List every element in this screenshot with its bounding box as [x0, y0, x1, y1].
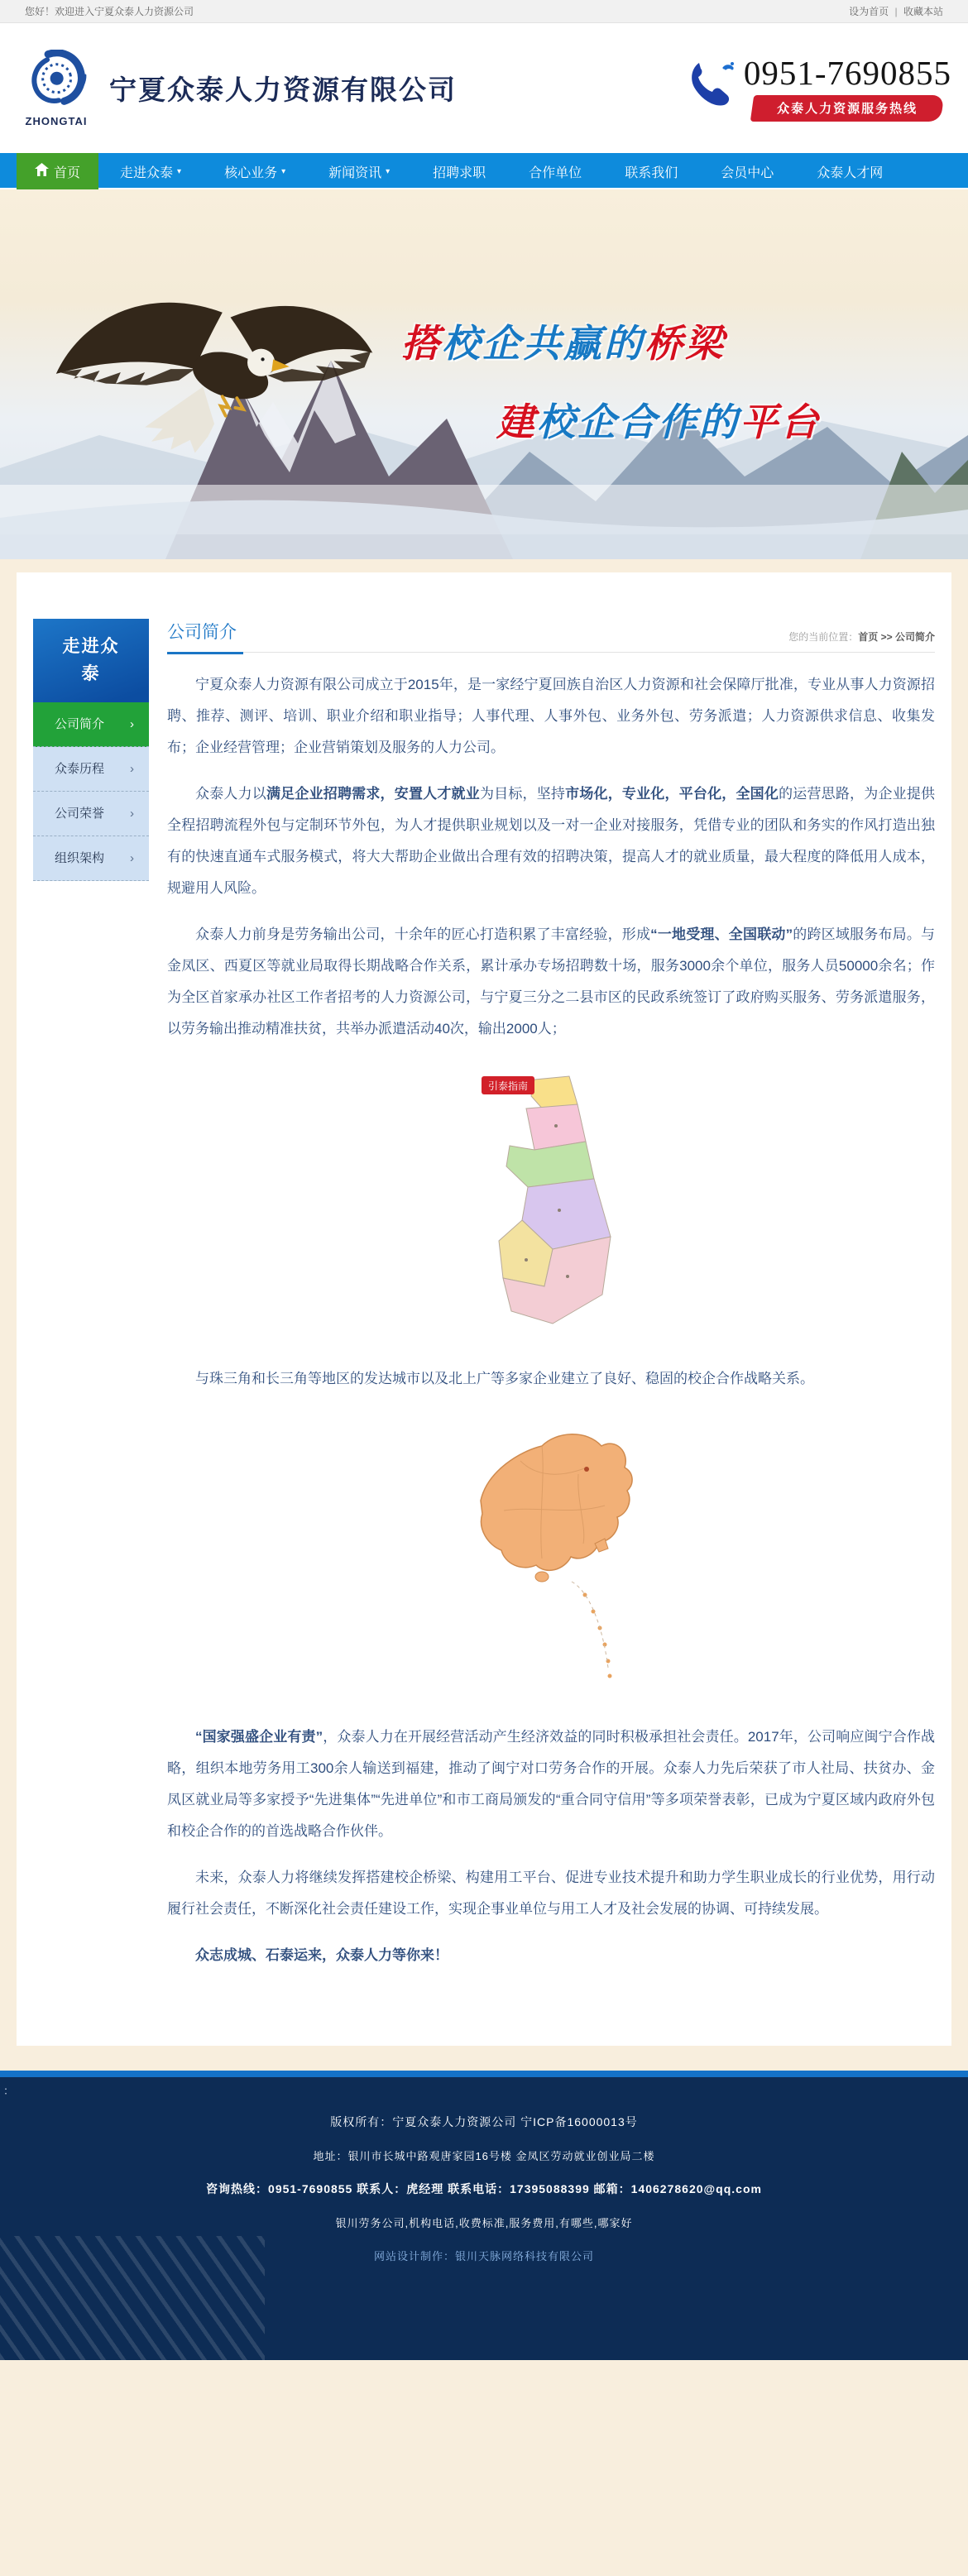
nav-item-member-center[interactable] [699, 153, 795, 189]
nav-item-label: 走进众泰 [120, 165, 174, 180]
chevron-right-icon: › [130, 851, 134, 866]
ningxia-map-badge-text: 引泰指南 [487, 1080, 529, 1092]
sidebar-item-label: 众泰历程 [55, 762, 105, 777]
sidebar-item-label: 公司简介 [55, 717, 105, 732]
top-bar [0, 0, 968, 23]
chevron-down-icon: ▾ [281, 166, 286, 176]
footer-contact: 咨询热线：0951-7690855 联系人：虎经理 联系电话：17395088399 邮箱：1406278620@qq.com [206, 2182, 762, 2195]
footer-design-link[interactable]: 网站设计制作：银川天脉网络科技有限公司 [373, 2250, 594, 2262]
sidebar [33, 619, 149, 1986]
text-segment-bold: 满足企业招聘需求，安置人才就业 [266, 786, 480, 802]
set-home-link[interactable]: 设为首页 [849, 6, 889, 17]
nav-item-core-business[interactable] [203, 153, 307, 189]
footer-copyright: 版权所有：宁夏众泰人力资源公司 宁ICP备16000013号 [330, 2115, 638, 2128]
banner-slogan-line1 [401, 314, 726, 368]
nav-item-partners[interactable] [507, 153, 603, 189]
slogan-text: 搭 [401, 322, 442, 365]
nav-item-label: 众泰人才网 [817, 165, 884, 180]
nav-item-label: 联系我们 [625, 165, 678, 180]
site-header [0, 23, 968, 153]
paragraph-responsibility [167, 1721, 935, 1847]
main-content [149, 619, 935, 1986]
logo [17, 50, 96, 127]
banner-slogan-line2 [496, 392, 821, 447]
footer-address: 地址：银川市长城中路观唐家园16号楼 金凤区劳动就业创业局二楼 [313, 2150, 655, 2162]
breadcrumb-separator: >> [878, 631, 895, 643]
text-segment: 众泰人力前身是劳务输出公司，十余年的匠心打造积累了丰富经验，形成 [195, 926, 651, 942]
china-map-image [462, 1420, 640, 1693]
pre-footer-gap [0, 2046, 968, 2071]
favorite-link[interactable]: 收藏本站 [903, 6, 943, 17]
nav-item-label: 首页 [54, 165, 81, 180]
breadcrumb [788, 630, 935, 644]
sidebar-item-company-profile[interactable] [33, 702, 149, 747]
chevron-down-icon: ▾ [386, 166, 391, 176]
nav-item-about[interactable] [98, 153, 203, 189]
hero-banner [0, 189, 968, 559]
text-segment-bold: “一地受理、全国联动” [650, 926, 793, 942]
paragraph-services [167, 778, 935, 904]
slogan-text: 校企共赢的 [442, 322, 645, 365]
paragraph-closing: 众志成城、石泰运来，众泰人力等你来！ [195, 1947, 448, 1963]
nav-item-contact[interactable] [603, 153, 699, 189]
ningxia-map-image [477, 1070, 625, 1334]
text-segment-bold: 市场化，专业化，平台化，全国化 [565, 786, 779, 802]
nav-item-label: 会员中心 [721, 165, 774, 180]
site-footer [0, 2077, 968, 2360]
nav-item-talent-site[interactable] [795, 153, 904, 189]
text-segment: 的跨区域服务布局。与金凤区、西夏区等就业局取得长期战略合作关系，累计承办专场招聘数十场，服务3000余个单位，服务人员50000余名；作为全区首家承办社区工作者招考的人力资源公司，与宁夏三分之二县市区的民政系统签订了政府购买服务、劳务派遣服务，以劳务输出推动精准扶贫，共举办派遣活动40次，输出2000人； [167, 926, 936, 1037]
hotline-block [688, 55, 951, 122]
paragraph-intro: 宁夏众泰人力资源有限公司成立于2015年，是一家经宁夏回族自治区人力资源和社会保障厅批准，专业从事人力资源招聘、推荐、测评、培训、职业介绍和职业指导；人事代理、人事外包、业务外包、劳务派遣；人力资源供求信息、收集发布；企业经营管理；企业营销策划及服务的人力公司。 [167, 677, 935, 755]
home-icon [35, 163, 49, 180]
nav-item-home[interactable] [17, 153, 98, 189]
chevron-right-icon: › [130, 762, 134, 777]
breadcrumb-current: 公司简介 [894, 631, 935, 643]
footer-keywords: 银川劳务公司,机构电话,收费标准,服务费用,有哪些,哪家好 [335, 2217, 633, 2229]
phone-icon [688, 60, 736, 113]
logo-swirl-icon [24, 50, 89, 113]
sidebar-item-organization[interactable] [33, 836, 149, 881]
nav-item-jobs[interactable] [411, 153, 507, 189]
nav-item-news[interactable] [307, 153, 411, 189]
chevron-right-icon: › [130, 717, 134, 732]
paragraph-map-caption: 与珠三角和长三角等地区的发达城市以及北上广等多家企业建立了良好、稳固的校企合作战略关系。 [195, 1371, 814, 1386]
breadcrumb-home-link[interactable]: 首页 [858, 631, 879, 643]
topbar-divider: | [894, 6, 898, 17]
hotline-phone-number: 0951-7690855 [743, 53, 951, 92]
footer-share-label: ： [3, 2085, 15, 2097]
sidebar-item-honors[interactable] [33, 792, 149, 836]
text-segment: 的运营思路，为企业提供全程招聘流程外包与定制环节外包，为人才提供职业规划以及一对一企业对接服务，凭借专业的团队和务实的作风打造出独有的快速直通车式服务模式，将大大帮助企业做出合理有效的招聘决策，提高人才的就业质量，最大程度的降低用人成本，规避用人风险。 [167, 786, 936, 896]
china-map-figure [167, 1420, 935, 1697]
paragraph-history [167, 919, 935, 1045]
slogan-text: 平台 [740, 400, 821, 443]
welcome-text: 您好！欢迎进入宁夏众泰人力资源公司 [25, 6, 194, 17]
sidebar-item-label: 公司荣誉 [55, 807, 105, 821]
page-title: 公司简介 [167, 619, 237, 644]
nav-item-label: 核心业务 [224, 165, 278, 180]
chevron-right-icon: › [130, 807, 134, 821]
topbar-links [849, 4, 943, 18]
eagle-image [50, 276, 381, 467]
chevron-down-icon: ▾ [177, 166, 182, 176]
ningxia-map-figure [167, 1070, 935, 1338]
breadcrumb-label: 您的当前位置： [788, 631, 859, 643]
paragraph-future: 未来，众泰人力将继续发挥搭建校企桥梁、构建用工平台、促进专业技术提升和助力学生职业成长的行业优势，用行动履行社会责任，不断深化社会责任建设工作，实现企事业单位与用工人才及社会发展的协调、可持续发展。 [167, 1870, 935, 1917]
slogan-text: 校企合作的 [537, 400, 740, 443]
text-segment: 为目标，坚持 [479, 786, 566, 802]
logo-text: ZHONGTAI [25, 114, 88, 127]
text-segment-bold: “国家强盛企业有责” [195, 1729, 323, 1745]
sidebar-item-label: 组织架构 [55, 851, 105, 866]
nav-item-label: 新闻资讯 [328, 165, 382, 180]
main-nav [0, 153, 968, 189]
hotline-ribbon [750, 95, 945, 122]
text-segment: ，众泰人力在开展经营活动产生经济效益的同时积极承担社会责任。2017年，公司响应闽宁合作战略，组织本地劳务用工300余人输送到福建，推动了闽宁对口劳务合作的开展。众泰人力先后荣获了市人社局、扶贫办、金凤区就业局等多家授予“先进集体”“先进单位”和市工商局颁发的“重合同守信用”等多项荣誉表彰，已成为宁夏区域内政府外包和校企合作的的首选战略合作伙伴。 [167, 1729, 935, 1839]
company-name: 宁夏众泰人力资源有限公司 [109, 74, 457, 105]
slogan-text: 建 [496, 400, 537, 443]
sidebar-title: 走进众泰 [33, 619, 149, 702]
nav-item-label: 合作单位 [529, 165, 582, 180]
content-card [17, 572, 951, 2046]
slogan-text: 桥梁 [645, 322, 726, 365]
footer-divider [0, 2071, 968, 2077]
text-segment: 众泰人力以 [195, 786, 266, 802]
sidebar-item-history[interactable] [33, 747, 149, 792]
hotline-label: 众泰人力资源服务热线 [777, 102, 918, 117]
content-title-row [167, 619, 935, 653]
nav-item-label: 招聘求职 [433, 165, 486, 180]
